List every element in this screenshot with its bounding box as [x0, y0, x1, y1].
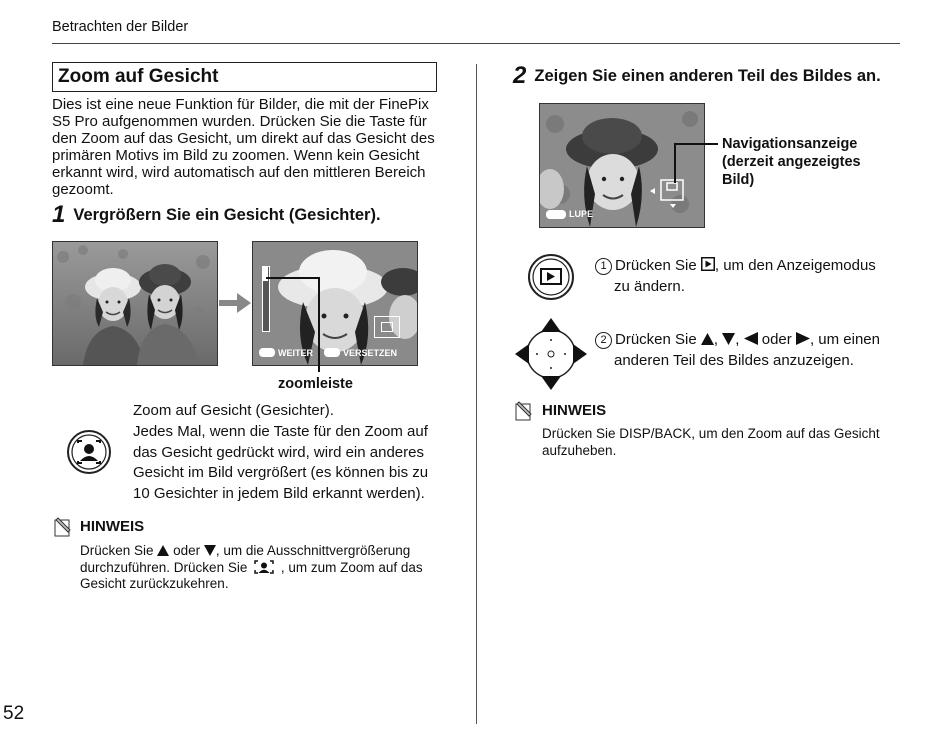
- right-arrow-icon: [796, 332, 810, 345]
- section-title-box: Zoom auf Gesicht: [52, 62, 437, 92]
- playback-mode-button-icon: [527, 253, 575, 301]
- playback-button-icon: [324, 348, 340, 357]
- navigation-screen: [539, 103, 705, 228]
- instruction-text: oder: [761, 331, 792, 348]
- left-arrow-icon: [744, 332, 758, 345]
- face-button-icon: [259, 348, 275, 357]
- down-arrow-icon: [722, 333, 735, 345]
- face-zoom-description: [133, 422, 428, 504]
- label-line: (derzeit angezeigtes: [722, 154, 861, 170]
- playback-icon: [701, 257, 715, 271]
- photo-two-faces: [52, 241, 218, 366]
- instruction-text: Drücken Sie: [615, 331, 697, 348]
- step-2-heading: [513, 62, 881, 90]
- column-divider: [476, 64, 477, 724]
- instruction-text: anderen Teil des Bildes anzuzeigen.: [614, 351, 854, 369]
- intro-line: Dies ist eine neue Funktion für Bilder, die mit der FinePix: [52, 96, 429, 113]
- instruction-text: , um einen: [809, 331, 880, 348]
- note-pencil-icon: [52, 516, 74, 538]
- screen-button-weiter: WEITER: [278, 347, 313, 358]
- face-detection-icon: [254, 560, 274, 574]
- zoom-bar-level: [263, 267, 268, 281]
- playback-button-icon: [546, 210, 566, 219]
- hint-text-part: Drücken Sie: [80, 543, 154, 558]
- intro-line: S5 Pro aufgenommen wurden. Drücken Sie die Taste für: [52, 113, 427, 130]
- step-number: 2: [513, 62, 527, 89]
- four-way-pad-icon: [515, 318, 587, 390]
- navigation-frame-icon: [374, 316, 400, 338]
- note-pencil-icon: [513, 400, 535, 422]
- callout-line: [266, 277, 319, 279]
- step-title: Zeigen Sie einen anderen Teil des Bildes an.: [534, 67, 881, 85]
- desc-line: Gesicht im Bild vergrößert (es können bis zu: [133, 464, 429, 481]
- right-arrow-icon: [219, 293, 251, 313]
- instruction-text: zu ändern.: [614, 277, 685, 295]
- instruction-number: 1: [595, 258, 612, 275]
- hint-text-part: durchzuführen. Drücken Sie: [80, 559, 248, 575]
- hint-text-part: oder: [173, 543, 201, 558]
- zoom-bar-label: zoomleiste: [278, 376, 353, 392]
- hint-text: [542, 426, 880, 459]
- page-number: 52: [3, 703, 25, 724]
- zoomed-face-screen: [252, 241, 418, 366]
- hint-text-part: , um die Ausschnittvergrößerung: [215, 543, 411, 558]
- desc-line: Jedes Mal, wenn die Taste für den Zoom auf: [133, 423, 428, 440]
- intro-paragraph: [52, 96, 442, 198]
- callout-line: [674, 143, 676, 183]
- instruction-text: ,: [735, 331, 740, 348]
- instruction-1: [595, 256, 876, 297]
- hint-line: aufzuheben.: [542, 442, 617, 458]
- label-line: Navigationsanzeige: [722, 136, 858, 152]
- section-header: Betrachten der Bilder: [52, 19, 189, 35]
- step-title: Vergrößern Sie ein Gesicht (Gesichter).: [73, 206, 381, 224]
- navigation-indicator-label: [722, 135, 861, 189]
- hint-title: HINWEIS: [80, 518, 145, 535]
- photo-two-faces-image: [53, 242, 217, 365]
- face-detection-button-icon: [66, 429, 112, 475]
- hint-text-part: Gesicht zurückzukehren.: [80, 576, 229, 591]
- instruction-text: , um den Anzeigemodus: [714, 257, 876, 274]
- up-arrow-icon: [157, 545, 169, 556]
- step-number: 1: [52, 201, 66, 228]
- intro-line: den Zoom auf das Gesicht, um direkt auf das Gesicht des: [52, 130, 435, 147]
- up-arrow-icon: [701, 333, 714, 345]
- instruction-text: ,: [713, 331, 719, 348]
- intro-line: erkannt wird, wird automatisch auf den mittleren Bereich: [52, 164, 426, 181]
- desc-line: das Gesicht gedrückt wird, wird ein anderes: [133, 443, 424, 461]
- hint-text: [80, 543, 423, 593]
- desc-line: 10 Gesichter in jedem Bild erkannt werden).: [133, 484, 425, 502]
- header-rule: [52, 43, 900, 44]
- intro-line: gezoomt.: [52, 181, 114, 198]
- hint-text-part: , um zum Zoom auf das: [280, 559, 423, 575]
- label-line: Bild): [722, 172, 755, 188]
- intro-line: primären Motivs im Bild zu zoomen. Wenn kein Gesicht: [52, 147, 420, 164]
- instruction-number: 2: [595, 332, 612, 349]
- down-arrow-icon: [204, 545, 216, 556]
- instruction-2: [595, 330, 880, 371]
- hint-title: HINWEIS: [542, 402, 607, 419]
- callout-line: [675, 143, 718, 145]
- hint-line: Drücken Sie DISP/BACK, um den Zoom auf das Gesicht: [542, 426, 880, 441]
- instruction-text: Drücken Sie: [615, 257, 697, 274]
- step-1-heading: [52, 201, 381, 229]
- callout-line: [318, 277, 320, 372]
- screen-label-lupe: LUPE: [569, 209, 594, 219]
- screen-button-versetzen: VERSETZEN: [343, 347, 398, 358]
- face-zoom-caption: Zoom auf Gesicht (Gesichter).: [133, 402, 334, 419]
